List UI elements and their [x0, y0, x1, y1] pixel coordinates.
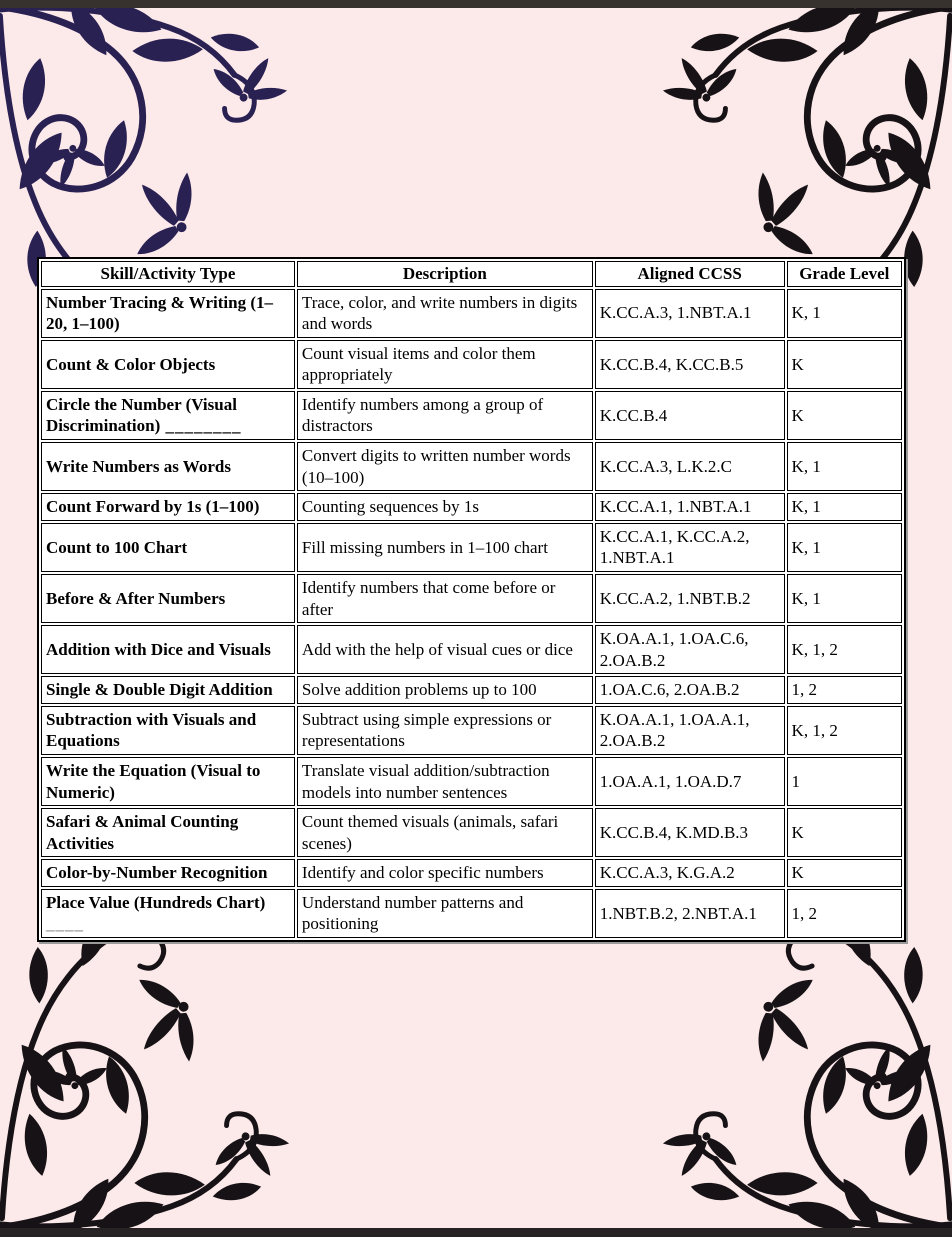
- description-cell: Counting sequences by 1s: [297, 493, 593, 521]
- column-header-skill: Skill/Activity Type: [41, 261, 295, 287]
- ccss-cell: 1.NBT.B.2, 2.NBT.A.1: [595, 889, 785, 938]
- skill-cell: Count to 100 Chart: [41, 523, 295, 572]
- skill-cell: Subtraction with Visuals and Equations: [41, 706, 295, 755]
- ccss-cell: K.CC.A.1, K.CC.A.2, 1.NBT.A.1: [595, 523, 785, 572]
- ccss-cell: K.CC.A.2, 1.NBT.B.2: [595, 574, 785, 623]
- skill-cell: Number Tracing & Writing (1–20, 1–100): [41, 289, 295, 338]
- ccss-cell: K.CC.A.1, 1.NBT.A.1: [595, 493, 785, 521]
- skill-cell: Place Value (Hundreds Chart) ____: [41, 889, 295, 938]
- description-cell: Translate visual addition/subtraction models into number sentences: [297, 757, 593, 806]
- ccss-cell: K.OA.A.1, 1.OA.A.1, 2.OA.B.2: [595, 706, 785, 755]
- table-row: [41, 808, 902, 857]
- grade-cell: K: [787, 340, 902, 389]
- description-cell: Add with the help of visual cues or dice: [297, 625, 593, 674]
- grade-cell: 1, 2: [787, 889, 902, 938]
- grade-cell: K, 1: [787, 493, 902, 521]
- table-row: [41, 289, 902, 338]
- table-row: [41, 442, 902, 491]
- table-row: [41, 676, 902, 704]
- skills-ccss-table: [37, 257, 906, 942]
- floral-flourish-icon: [621, 897, 952, 1232]
- table-header-row: [41, 261, 902, 287]
- trailing-underline: ________: [160, 416, 242, 436]
- table-row: [41, 391, 902, 440]
- description-cell: Fill missing numbers in 1–100 chart: [297, 523, 593, 572]
- table-body: [41, 289, 902, 938]
- ccss-cell: K.CC.A.3, L.K.2.C: [595, 442, 785, 491]
- ccss-cell: K.CC.A.3, 1.NBT.A.1: [595, 289, 785, 338]
- floral-flourish-icon: [0, 897, 331, 1232]
- grade-cell: K, 1: [787, 289, 902, 338]
- skill-cell: Circle the Number (Visual Discrimination) ________: [41, 391, 295, 440]
- column-header-ccss: Aligned CCSS: [595, 261, 785, 287]
- description-cell: Convert digits to written number words (10–100): [297, 442, 593, 491]
- grade-cell: K: [787, 859, 902, 887]
- grade-cell: K, 1: [787, 523, 902, 572]
- table-row: [41, 340, 902, 389]
- table-row: [41, 859, 902, 887]
- ccss-cell: K.CC.A.3, K.G.A.2: [595, 859, 785, 887]
- column-header-description: Description: [297, 261, 593, 287]
- description-cell: Solve addition problems up to 100: [297, 676, 593, 704]
- grade-cell: K: [787, 391, 902, 440]
- description-cell: Count themed visuals (animals, safari scenes): [297, 808, 593, 857]
- ccss-cell: K.CC.B.4, K.CC.B.5: [595, 340, 785, 389]
- trailing-underline: ____: [46, 914, 84, 934]
- description-cell: Subtract using simple expressions or representations: [297, 706, 593, 755]
- description-cell: Count visual items and color them appropriately: [297, 340, 593, 389]
- bottom-edge-bar: [0, 1228, 952, 1237]
- top-edge-bar: [0, 0, 952, 8]
- skill-cell: Write Numbers as Words: [41, 442, 295, 491]
- grade-cell: 1, 2: [787, 676, 902, 704]
- ccss-cell: K.OA.A.1, 1.OA.C.6, 2.OA.B.2: [595, 625, 785, 674]
- skill-cell: Single & Double Digit Addition: [41, 676, 295, 704]
- table-row: [41, 493, 902, 521]
- grade-cell: K, 1: [787, 574, 902, 623]
- table-row: [41, 706, 902, 755]
- table-row: [41, 625, 902, 674]
- skill-cell: Count & Color Objects: [41, 340, 295, 389]
- grade-cell: 1: [787, 757, 902, 806]
- skill-cell: Before & After Numbers: [41, 574, 295, 623]
- description-cell: Trace, color, and write numbers in digits and words: [297, 289, 593, 338]
- description-cell: Understand number patterns and positioning: [297, 889, 593, 938]
- ccss-cell: 1.OA.C.6, 2.OA.B.2: [595, 676, 785, 704]
- description-cell: Identify numbers among a group of distractors: [297, 391, 593, 440]
- ccss-cell: 1.OA.A.1, 1.OA.D.7: [595, 757, 785, 806]
- ccss-cell: K.CC.B.4: [595, 391, 785, 440]
- table-row: [41, 757, 902, 806]
- description-cell: Identify numbers that come before or after: [297, 574, 593, 623]
- ccss-cell: K.CC.B.4, K.MD.B.3: [595, 808, 785, 857]
- table-row: [41, 523, 902, 572]
- description-cell: Identify and color specific numbers: [297, 859, 593, 887]
- table-row: [41, 889, 902, 938]
- skill-cell: Safari & Animal Counting Activities: [41, 808, 295, 857]
- grade-cell: K: [787, 808, 902, 857]
- grade-cell: K, 1, 2: [787, 625, 902, 674]
- table-row: [41, 574, 902, 623]
- skill-cell: Color-by-Number Recognition: [41, 859, 295, 887]
- grade-cell: K, 1, 2: [787, 706, 902, 755]
- grade-cell: K, 1: [787, 442, 902, 491]
- skill-cell: Addition with Dice and Visuals: [41, 625, 295, 674]
- skill-cell: Count Forward by 1s (1–100): [41, 493, 295, 521]
- skill-cell: Write the Equation (Visual to Numeric): [41, 757, 295, 806]
- column-header-grade: Grade Level: [787, 261, 902, 287]
